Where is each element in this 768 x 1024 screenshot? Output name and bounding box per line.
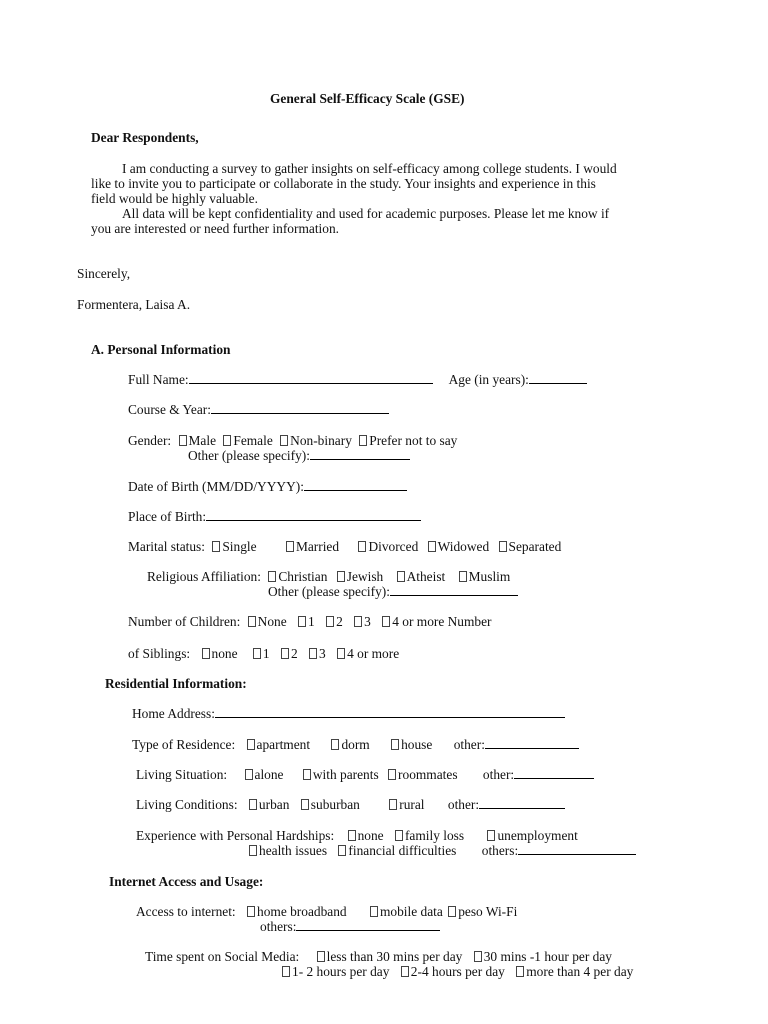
checkbox-icon[interactable] (338, 845, 346, 856)
checkbox-icon[interactable] (348, 830, 356, 841)
checkbox-icon[interactable] (370, 906, 378, 917)
social-media-label: Time spent on Social Media: (145, 949, 300, 964)
religion-label: Religious Affiliation: (147, 569, 261, 584)
intro-line: I am conducting a survey to gather insights on self-efficacy among college students. I would (122, 161, 617, 176)
hardship-option[interactable]: family loss (395, 828, 464, 843)
checkbox-icon[interactable] (303, 769, 311, 780)
internet-other-field[interactable] (296, 919, 440, 931)
checkbox-icon[interactable] (459, 571, 467, 582)
salutation: Dear Respondents, (91, 130, 199, 145)
marital-option[interactable]: Married (286, 539, 339, 554)
dob-row (128, 479, 407, 494)
course-row (128, 402, 389, 417)
religion-option[interactable]: Jewish (337, 569, 383, 584)
living-conditions-label: Living Conditions: (136, 797, 238, 812)
checkbox-icon[interactable] (474, 951, 482, 962)
checkbox-icon[interactable] (249, 799, 257, 810)
siblings-label: of Siblings: (128, 646, 191, 661)
social-media-option[interactable]: 2-4 hours per day (401, 964, 505, 979)
gender-other-row (188, 448, 410, 463)
pob-field[interactable] (206, 509, 421, 521)
checkbox-icon[interactable] (253, 648, 261, 659)
gender-option[interactable]: Male (179, 433, 217, 448)
gender-other-label: Other (please specify): (188, 448, 310, 463)
hardship-option[interactable]: unemployment (487, 828, 577, 843)
address-row (132, 706, 565, 721)
siblings-option[interactable]: 2 (281, 646, 298, 661)
gender-label: Gender: (128, 433, 172, 448)
children-option[interactable]: 1 (298, 614, 315, 629)
gender-option[interactable]: Prefer not to say (359, 433, 457, 448)
children-option[interactable]: 4 or more Number (382, 614, 491, 629)
checkbox-icon[interactable] (281, 648, 289, 659)
marital-option[interactable]: Single (212, 539, 256, 554)
checkbox-icon[interactable] (286, 541, 294, 552)
living-situation-label: Living Situation: (136, 767, 228, 782)
checkbox-icon[interactable] (212, 541, 220, 552)
checkbox-icon[interactable] (337, 571, 345, 582)
gender-other-field[interactable] (310, 448, 410, 460)
religion-other-row (268, 584, 518, 599)
living-conditions-other-field[interactable] (479, 797, 565, 809)
dob-field[interactable] (304, 479, 407, 491)
siblings-option[interactable]: none (202, 646, 238, 661)
checkbox-icon[interactable] (317, 951, 325, 962)
children-option[interactable]: 3 (354, 614, 371, 629)
checkbox-icon[interactable] (388, 769, 396, 780)
signature: Formentera, Laisa A. (77, 297, 191, 312)
internet-access-option[interactable]: peso Wi-Fi (448, 904, 517, 919)
full-name-row (128, 372, 587, 387)
gender-option[interactable]: Female (223, 433, 272, 448)
checkbox-icon[interactable] (395, 830, 403, 841)
religion-other-field[interactable] (390, 584, 518, 596)
checkbox-icon[interactable] (382, 616, 390, 627)
internet-other-row (260, 919, 440, 934)
full-name-field[interactable] (189, 372, 433, 384)
religion-option[interactable]: Atheist (397, 569, 446, 584)
pob-row (128, 509, 421, 524)
marital-row (128, 539, 561, 554)
checkbox-icon[interactable] (391, 739, 399, 750)
social-media-row-2 (282, 964, 633, 979)
checkbox-icon[interactable] (247, 906, 255, 917)
checkbox-icon[interactable] (301, 799, 309, 810)
residence-type-option[interactable]: dorm (331, 737, 369, 752)
address-label: Home Address: (132, 706, 215, 721)
religion-option[interactable]: Christian (268, 569, 327, 584)
living-situation-other-field[interactable] (514, 767, 594, 779)
closing: Sincerely, (77, 266, 131, 281)
dob-label: Date of Birth (MM/DD/YYYY): (128, 479, 304, 494)
living-conditions-other-label: other: (447, 797, 480, 812)
checkbox-icon[interactable] (326, 616, 334, 627)
marital-option[interactable]: Divorced (358, 539, 418, 554)
marital-option[interactable]: Widowed (428, 539, 490, 554)
social-media-row (145, 949, 612, 964)
children-option[interactable]: None (248, 614, 287, 629)
hardship-label: Experience with Personal Hardships: (136, 828, 335, 843)
hardship-other-field[interactable] (518, 843, 636, 855)
internet-access-row (136, 904, 517, 919)
internet-access-option[interactable]: mobile data (370, 904, 443, 919)
checkbox-icon[interactable] (309, 648, 317, 659)
social-media-option[interactable]: more than 4 per day (516, 964, 633, 979)
hardship-option[interactable]: health issues (249, 843, 327, 858)
living-situation-row (136, 767, 594, 782)
checkbox-icon[interactable] (389, 799, 397, 810)
age-label: Age (in years): (448, 372, 529, 387)
intro-line: you are interested or need further information. (91, 221, 340, 236)
children-row (128, 614, 492, 629)
intro-line: All data will be kept confidentiality and used for academic purposes. Please let me know if (122, 206, 610, 221)
residence-other-field[interactable] (485, 737, 579, 749)
marital-option[interactable]: Separated (499, 539, 562, 554)
checkbox-icon[interactable] (358, 541, 366, 552)
age-field[interactable] (529, 372, 587, 384)
social-media-option[interactable]: 1- 2 hours per day (282, 964, 389, 979)
pob-label: Place of Birth: (128, 509, 207, 524)
living-conditions-option[interactable]: rural (389, 797, 424, 812)
social-media-option[interactable]: less than 30 mins per day (317, 949, 463, 964)
religion-row (147, 569, 510, 584)
checkbox-icon[interactable] (401, 966, 409, 977)
checkbox-icon[interactable] (280, 435, 288, 446)
living-situation-option[interactable]: alone (245, 767, 284, 782)
hardship-option[interactable]: none (348, 828, 384, 843)
course-label: Course & Year: (128, 402, 211, 417)
checkbox-icon[interactable] (354, 616, 362, 627)
page-title: General Self-Efficacy Scale (GSE) (270, 91, 465, 106)
residence-type-row (132, 737, 579, 752)
checkbox-icon[interactable] (516, 966, 524, 977)
religion-option[interactable]: Muslim (459, 569, 511, 584)
internet-access-option[interactable]: home broadband (247, 904, 347, 919)
checkbox-icon[interactable] (202, 648, 210, 659)
section-heading-residential: Residential Information: (105, 676, 247, 691)
section-heading-personal: A. Personal Information (91, 342, 231, 357)
checkbox-icon[interactable] (247, 739, 255, 750)
residence-other-label: other: (453, 737, 485, 752)
gender-option[interactable]: Non-binary (280, 433, 352, 448)
course-field[interactable] (211, 402, 389, 414)
checkbox-icon[interactable] (248, 616, 256, 627)
religion-other-label: Other (please specify): (268, 584, 390, 599)
hardship-row (136, 828, 578, 843)
children-label: Number of Children: (128, 614, 241, 629)
living-conditions-option[interactable]: suburban (301, 797, 360, 812)
checkbox-icon[interactable] (331, 739, 339, 750)
checkbox-icon[interactable] (298, 616, 306, 627)
checkbox-icon[interactable] (249, 845, 257, 856)
hardship-option[interactable]: financial difficulties (338, 843, 456, 858)
siblings-option[interactable]: 3 (309, 646, 326, 661)
intro-line: like to invite you to participate or collaborate in the study. Your insights and experience in this (91, 176, 596, 191)
gender-row (128, 433, 457, 448)
siblings-option[interactable]: 1 (253, 646, 270, 661)
section-heading-internet: Internet Access and Usage: (109, 874, 264, 889)
checkbox-icon[interactable] (487, 830, 495, 841)
checkbox-icon[interactable] (428, 541, 436, 552)
marital-label: Marital status: (128, 539, 205, 554)
residence-type-option[interactable]: apartment (247, 737, 311, 752)
internet-access-label: Access to internet: (136, 904, 236, 919)
full-name-label: Full Name: (128, 372, 189, 387)
residence-type-option[interactable]: house (391, 737, 432, 752)
internet-other-label: others: (260, 919, 297, 934)
checkbox-icon[interactable] (448, 906, 456, 917)
hardship-other-label: others: (481, 843, 519, 858)
checkbox-icon[interactable] (337, 648, 345, 659)
checkbox-icon[interactable] (245, 769, 253, 780)
checkbox-icon[interactable] (282, 966, 290, 977)
living-situation-option[interactable]: with parents (303, 767, 379, 782)
checkbox-icon[interactable] (268, 571, 276, 582)
residence-type-label: Type of Residence: (132, 737, 236, 752)
living-conditions-option[interactable]: urban (249, 797, 290, 812)
living-situation-option[interactable]: roommates (388, 767, 458, 782)
living-situation-other-label: other: (482, 767, 515, 782)
hardship-row-2 (249, 843, 636, 858)
siblings-row (128, 646, 399, 661)
social-media-option[interactable]: 30 mins -1 hour per day (474, 949, 612, 964)
checkbox-icon[interactable] (179, 435, 187, 446)
address-field[interactable] (215, 706, 565, 718)
siblings-option[interactable]: 4 or more (337, 646, 399, 661)
checkbox-icon[interactable] (397, 571, 405, 582)
living-conditions-row (136, 797, 565, 812)
checkbox-icon[interactable] (499, 541, 507, 552)
checkbox-icon[interactable] (359, 435, 367, 446)
intro-line: field would be highly valuable. (91, 191, 258, 206)
checkbox-icon[interactable] (223, 435, 231, 446)
children-option[interactable]: 2 (326, 614, 343, 629)
